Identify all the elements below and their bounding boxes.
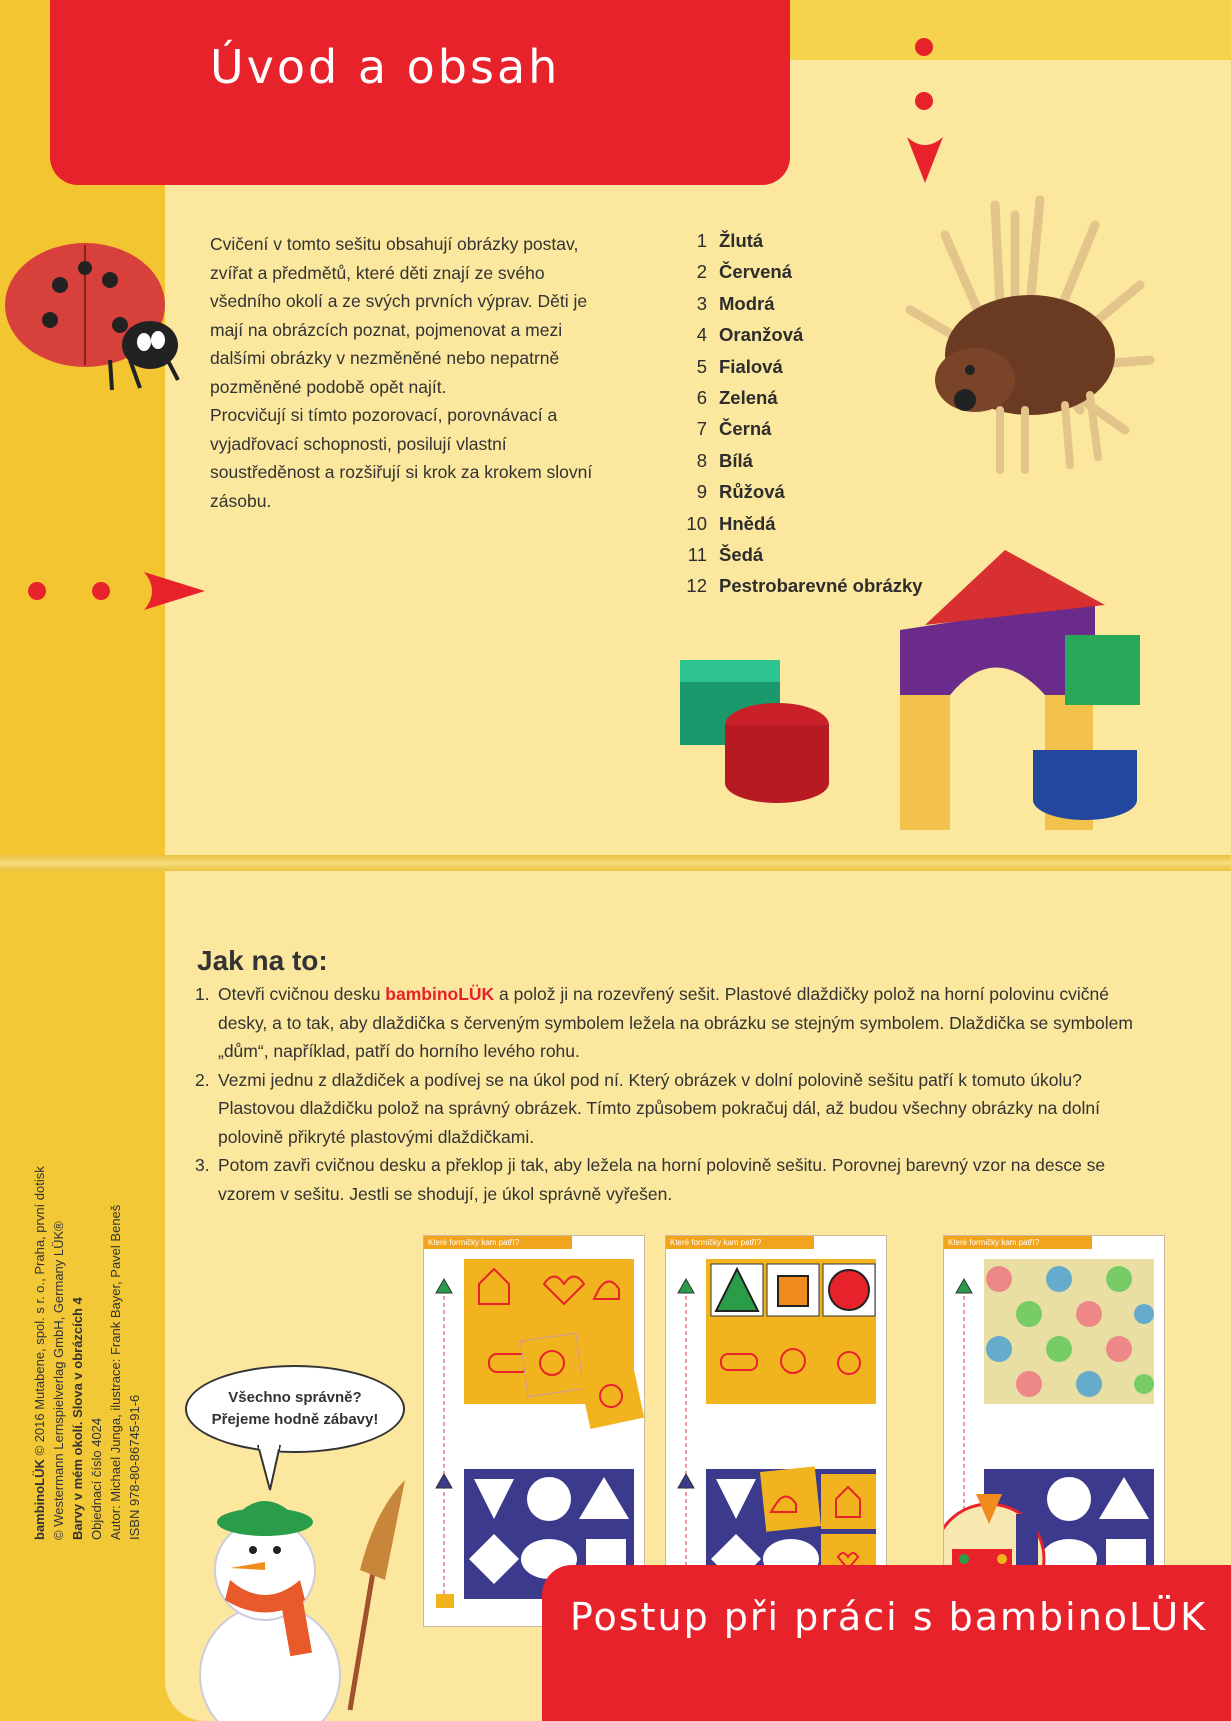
footer-title: Postup při práci s bambinoLÜK [570, 1595, 1208, 1639]
toc-number: 12 [686, 575, 707, 597]
credit-line-2: © Westermann Lernspielverlag GmbH, Germany LÜK® [51, 1221, 66, 1540]
intro-paragraph-1: Cvičení v tomto sešitu obsahují obrázky postav, zvířat a předmětů, které děti znají ze svého všedního okolí a ze svých prvních výprav. Děti je mají na obrázcích poznat, pojmenovat a mezi dalšími obrázky v nezměněné nebo nepatrně pozměněné podobě opět najít. [210, 234, 588, 397]
step-text-part: a polož ji na rozevřený sešit. Plastové dlaždičky polož na horní polovinu cvičné desky, a to tak, aby dlaždička s červeným symbolem ležela na obrázku se stejným symbolem. Dlaždička se symbolem „dům“, například, patří do horního levého rohu. [218, 984, 1133, 1061]
toc-item [665, 230, 965, 261]
credit-brand: bambinoLÜK [32, 1459, 47, 1540]
howto-heading: Jak na to: [197, 945, 328, 976]
board-tiles [424, 1249, 644, 1619]
board-header: Které formičky kam patří? [944, 1236, 1092, 1249]
toc-number: 2 [696, 261, 707, 283]
credit-line-3: Barvy v mém okolí. Slova v obrázcích 4 [70, 1297, 85, 1540]
speech-bubble [185, 1365, 405, 1453]
toc-label: Fialová [719, 355, 783, 377]
intro-paragraph-2: Procvičují si tímto pozorovací, porovnávací a vyjadřovací schopnosti, posilují vlastní soustředěnost a rozšiřují si krok za krokem slovní zásobu. [210, 405, 593, 511]
toc-label: Růžová [719, 481, 785, 503]
credit-line-6: ISBN 978-80-86745-91-6 [127, 1394, 142, 1540]
credit-line-1 [30, 1020, 49, 1540]
toc-label: Modrá [719, 292, 775, 314]
toc-label: Šedá [719, 543, 764, 565]
toc-item [665, 544, 965, 575]
toc-label: Zelená [719, 386, 778, 408]
toc-item [665, 293, 965, 324]
arrow-down-icon [905, 135, 945, 185]
toc-number: 9 [696, 481, 707, 503]
toc-item [665, 450, 965, 481]
ladybug-illustration [0, 230, 190, 400]
step-number: 3. [195, 1155, 210, 1175]
credit-text: © 2016 Mutabene, spol. s r. o., Praha, první dotisk [32, 1166, 47, 1460]
step-text: Vezmi jednu z dlaždiček a podívej se na úkol pod ní. Který obrázek v dolní polovině sešitu patří k tomuto úkolu? Plastovou dlaždičku polož na správný obrázek. Tímto způsobem pokračuj dál, až budou všechny obrázky na dolní polovině přikryté plastovými dlaždičkami. [218, 1069, 1100, 1147]
toc-label: Oranžová [719, 324, 804, 346]
toc-label: Žlutá [719, 230, 764, 251]
toc-label: Bílá [719, 449, 753, 471]
table-of-contents [665, 230, 965, 607]
arrow-right-icon [142, 570, 207, 612]
toc-number: 4 [696, 324, 707, 346]
toc-number: 3 [696, 292, 707, 314]
toc-label: Hnědá [719, 512, 776, 534]
toc-number: 11 [687, 543, 707, 565]
step-text-part: Otevři cvičnou desku [218, 984, 386, 1004]
howto-steps [195, 980, 1155, 1208]
howto-step-2 [195, 1066, 1155, 1152]
board-tiles [944, 1249, 1164, 1619]
toc-item [665, 513, 965, 544]
board-tiles [666, 1249, 886, 1619]
howto-step-1 [195, 980, 1155, 1066]
board-header: Které formičky kam patří? [424, 1236, 572, 1249]
toc-item [665, 261, 965, 292]
decor-dot [915, 38, 933, 56]
toc-number: 10 [686, 512, 707, 534]
snowman-illustration [175, 1450, 405, 1721]
page-title: Úvod a obsah [210, 40, 561, 94]
intro-text [210, 230, 610, 515]
brand-name: bambinoLÜK [385, 984, 495, 1004]
decor-dot [92, 582, 110, 600]
toc-item [665, 418, 965, 449]
step-number: 1. [195, 984, 210, 1004]
step-text [218, 980, 1155, 1066]
toc-item [665, 481, 965, 512]
toc-number: 6 [696, 386, 707, 408]
bubble-line-2: Přejeme hodně zábavy! [211, 1411, 379, 1428]
credits-block [30, 1020, 144, 1540]
board-header: Které formičky kam patří? [666, 1236, 814, 1249]
credit-line-4: Objednací číslo 4024 [89, 1417, 104, 1540]
decor-dot [28, 582, 46, 600]
decor-dot [915, 92, 933, 110]
bubble-tail [250, 1445, 290, 1495]
toc-item [665, 324, 965, 355]
credit-line-5: Autor: Michael Junga, ilustrace: Frank Bayer, Pavel Beneš [108, 1204, 123, 1540]
bubble-line-1: Všechno správně? [228, 1389, 362, 1406]
toc-number: 1 [696, 230, 707, 251]
toc-item [665, 387, 965, 418]
toc-label: Černá [719, 418, 772, 440]
toc-item [665, 575, 965, 606]
toc-label: Pestrobarevné obrázky [719, 575, 923, 597]
toc-number: 8 [696, 449, 707, 471]
step-number: 2. [195, 1069, 210, 1090]
footer-banner [542, 1565, 1231, 1721]
howto-step-3 [195, 1151, 1155, 1208]
toc-label: Červená [719, 261, 793, 283]
toc-number: 7 [696, 418, 707, 440]
toc-number: 5 [696, 355, 707, 377]
step-text: Potom zavři cvičnou desku a překlop ji tak, aby ležela na horní polovině sešitu. Porovnej barevný vzor na desce se vzorem v sešitu. Jestli se shodují, je úkol správně vyřešen. [218, 1155, 1106, 1204]
toc-item [665, 356, 965, 387]
